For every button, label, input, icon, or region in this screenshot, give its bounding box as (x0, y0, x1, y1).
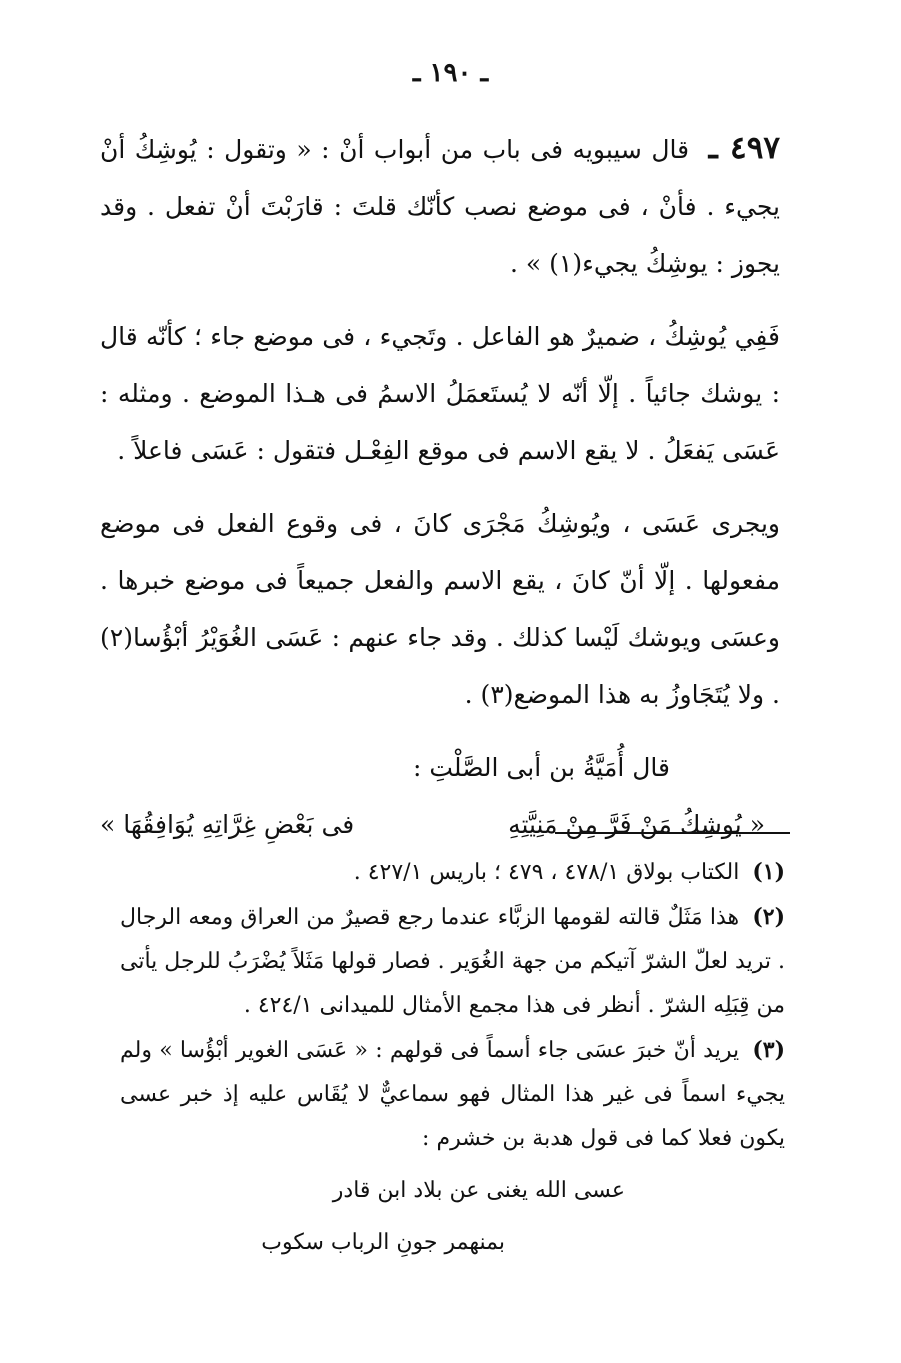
verse-right-hemistich: « يُوشِكُ مَنْ فَرَّ مِنْ مَنِيَّتِهِ (508, 810, 765, 839)
paragraph (100, 495, 780, 723)
entry-number: ٤٩٧ ـ (708, 130, 780, 166)
footnote-number: (٢) (752, 904, 785, 930)
footnote-number: (٣) (752, 1037, 785, 1063)
footnote-text: الكتاب بولاق ٤٧٨/١ ، ٤٧٩ ؛ باريس ٤٢٧/١ . (353, 860, 740, 885)
paragraph-text: قال سيبويه فى باب من أبواب أنْ : « وتقول : يُوشِكُ أنْ يجيء . فأنْ ، فى موضع نصب كأنّك قلتَ : قارَبْتَ أنْ تفعل . وقد يجوز : يوشِكُ يجيء(١) » . (100, 135, 780, 278)
paragraph-497 (100, 120, 780, 292)
verse (100, 796, 780, 853)
footnote-text: هذا مَثَلٌ قالته لقومها الزبَّاء عندما رجع قصيرٌ من العراق ومعه الرجال . تريد لعلّ الشرّ آتيكم من جهة الغُوَير . فصار قولها مَثَلاً يُضْرَبُ للرجل يأتى من قِبَلِه الشرّ . أنظر فى هذا مجمع الأمثال للميدانى ٤٢٤/١ . (120, 905, 785, 1018)
verse-attribution: قال أُمَيَّةُ بن أبى الصَّلْتِ : (413, 753, 670, 782)
main-text (100, 120, 780, 853)
paragraph-text: فَفِي يُوشِكُ ، ضميرٌ هو الفاعل . وتَجيء ، فى موضع جاء ؛ كأنّه قال : يوشك جائياً . إلّا أنّه لا يُستَعمَلُ الاسمُ فى هـذا الموضع . ومثله : عَسَى يَفعَلُ . لا يقع الاسم فى موقع الفِعْـل فتقول : عَسَى فاعلاً . (100, 322, 780, 465)
footnote-separator (555, 832, 790, 834)
paragraph-text: ويجرى عَسَى ، ويُوشِكُ مَجْرَى كانَ ، فى وقوع الفعل فى موضع مفعولها . إلّا أنّ كانَ ، يقع الاسم والفعل جميعاً فى موضع خبرها . وعسَى ويوشك لَيْسا كذلك . وقد جاء عنهم : عَسَى الغُوَيْرُ أبْؤُسا(٢) . ولا يُتَجَاوزُ به هذا الموضع(٣) . (100, 509, 780, 709)
footnote-3 (120, 1028, 785, 1161)
paragraph (100, 308, 780, 479)
verse-left-hemistich: فى بَعْضِ غِرَّاتِهِ يُوَافِقُهَا » (100, 810, 355, 839)
page-number: ـ ١٩٠ ـ (412, 58, 489, 88)
poem-line-2: بمنهمر جونِ الرباب سكوب (261, 1230, 505, 1255)
footnote-2 (120, 895, 785, 1028)
poem-line-1: عسى الله يغنى عن بلاد ابن قادر (332, 1178, 625, 1203)
footnote-number: (١) (752, 859, 785, 885)
footnote-1 (120, 850, 785, 895)
footnotes (120, 850, 785, 1267)
footnote-text: يريد أنّ خبرَ عسَى جاء أسماً فى قولهم : « عَسَى الغوير أبْؤُسا » ولم يجيء اسماً فى غير هذا المثال فهو سماعيٌّ لا يُقَاس عليه إذ خبر عسى يكون فعلا كما فى قول هدبة بن خشرم : (120, 1038, 785, 1151)
